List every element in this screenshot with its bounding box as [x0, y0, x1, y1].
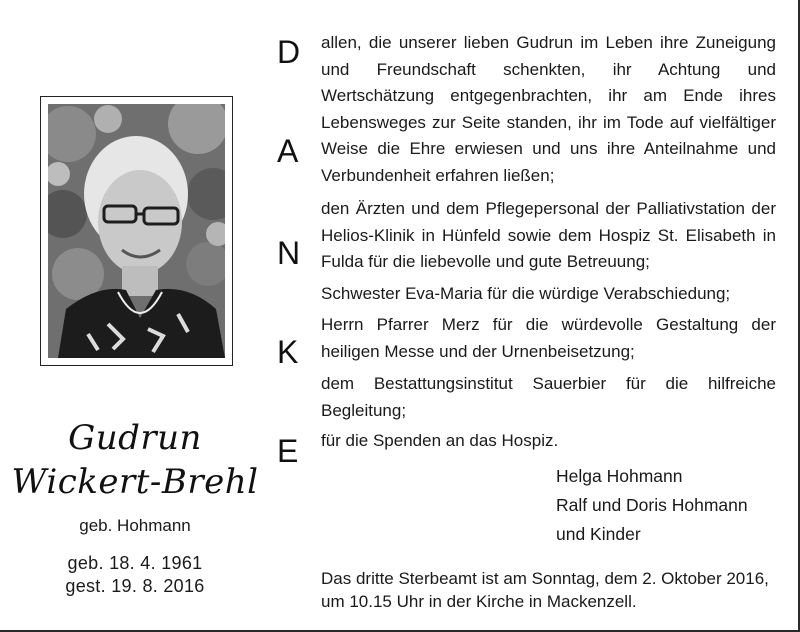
danke-letter-a: A [277, 133, 299, 169]
paragraph-funeral-home: dem Bestattungsinstitut Sauerbier für die hilfreiche Begleitung; [321, 374, 776, 420]
portrait-frame [40, 96, 233, 366]
paragraph-donations: für die Spenden an das Hospiz. [321, 431, 559, 450]
paragraph-priest: Herrn Pfarrer Merz für die würdevolle Gestaltung der heiligen Messe und der Urnenbeisetzung; [321, 315, 776, 361]
paragraph-doctors: den Ärzten und dem Pflegepersonal der Palliativstation der Helios-Klinik in Hünfeld sowie dem Hospiz St. Elisabeth in Fulda für die liebevolle und gute Betreuung; [321, 199, 776, 271]
mass-notice [321, 567, 776, 613]
signature-line: Helga Hohmann [556, 466, 683, 486]
signatures [556, 462, 748, 549]
birth-date: geb. 18. 4. 1961 [67, 553, 203, 573]
danke-letter-n: N [277, 235, 301, 271]
first-name: Gudrun [68, 418, 202, 458]
signature-line: Ralf und Doris Hohmann [556, 495, 748, 515]
notice-line: Das dritte Sterbeamt ist am Sonntag, dem 2. Oktober 2016, [321, 569, 769, 588]
danke-letter-d: D [277, 34, 301, 70]
maiden-name: geb. Hohmann [79, 516, 191, 535]
last-name: Wickert-Brehl [11, 462, 259, 502]
signature-line: und Kinder [556, 524, 641, 544]
portrait-photo [48, 104, 225, 358]
danke-letter-e: E [277, 433, 299, 469]
paragraph-friends: allen, die unserer lieben Gudrun im Leben ihre Zuneigung und Freundschaft schenkten, ihr Achtung und Wertschätzung entgegenbrachten, ihr am Ende ihres Lebensweges zur Seite standen, ihr im Tode auf vielfältiger Weise die Ehre erwiesen und uns ihre Anteilnahme und Verbundenheit erfahren ließen; [321, 33, 776, 185]
death-date: gest. 19. 8. 2016 [65, 576, 205, 596]
notice-line: um 10.15 Uhr in der Kirche in Mackenzell. [321, 592, 637, 611]
paragraph-sister: Schwester Eva-Maria für die würdige Verabschiedung; [321, 284, 731, 303]
danke-letter-k: K [277, 334, 299, 370]
